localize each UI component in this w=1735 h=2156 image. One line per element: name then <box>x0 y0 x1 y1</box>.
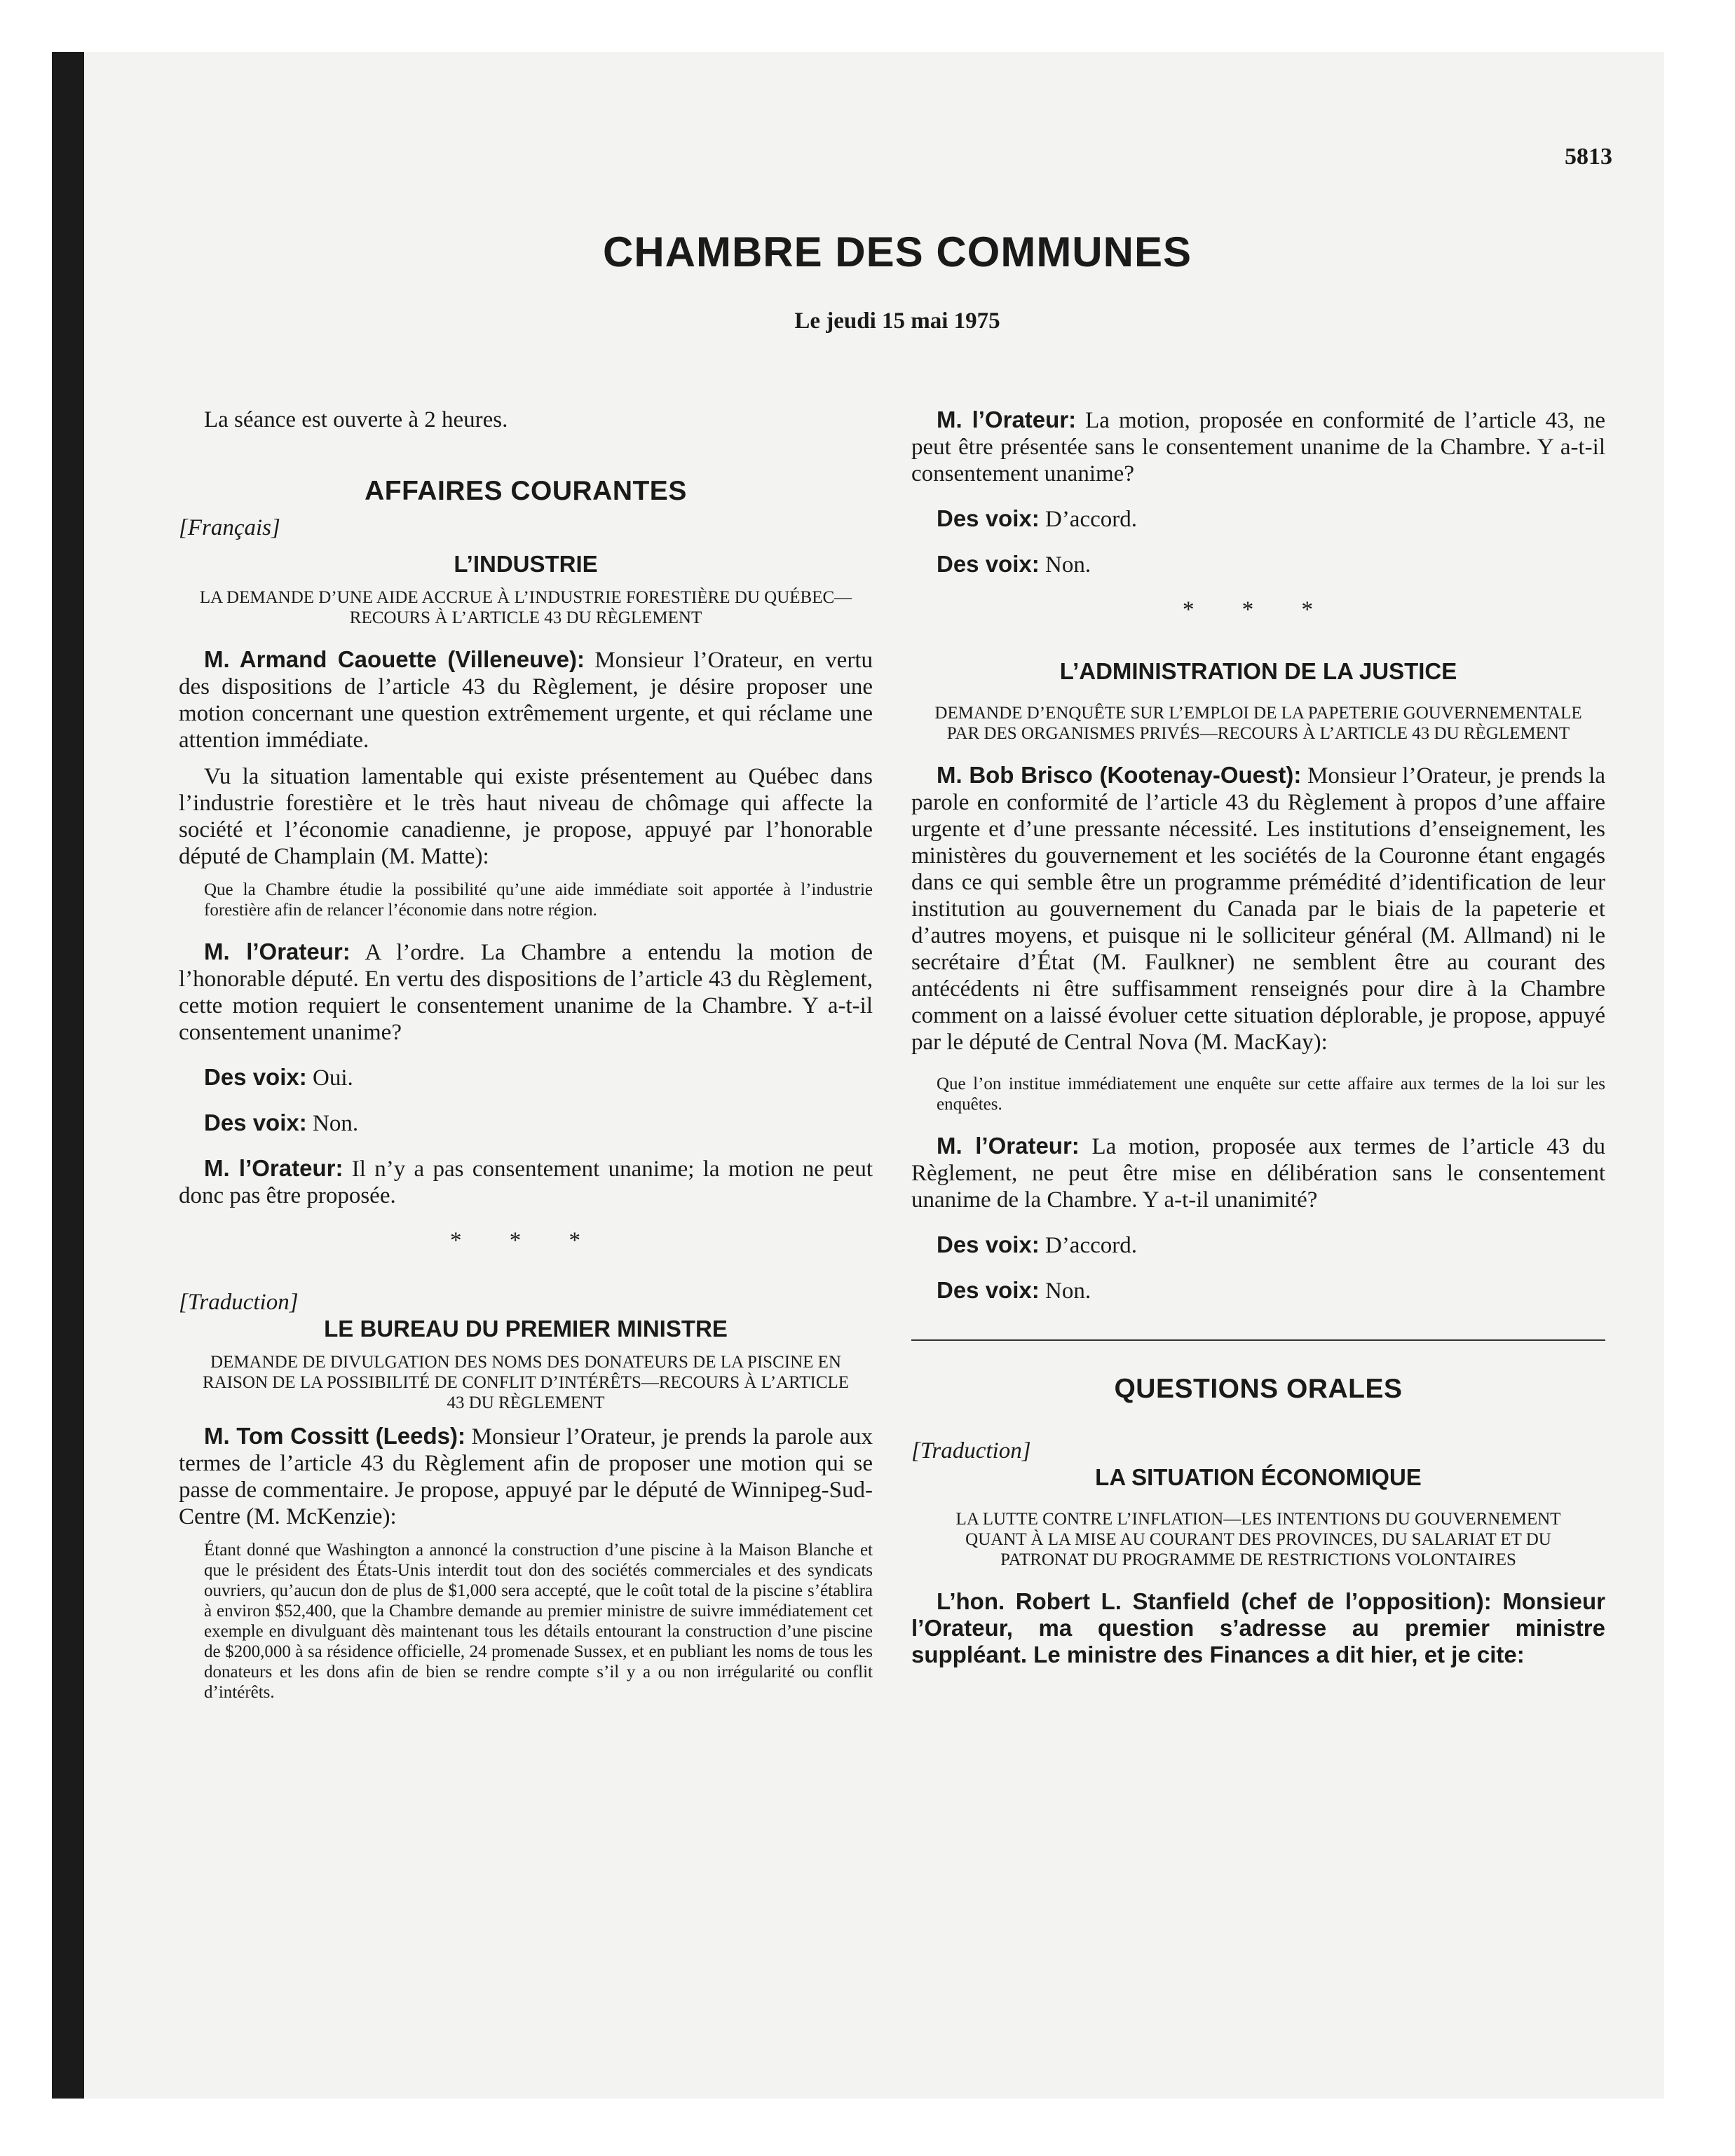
speaker-name: M. l’Orateur: <box>204 1155 343 1181</box>
speaker-name: M. Armand Caouette (Villeneuve): <box>204 646 585 672</box>
subtopic-heading: LA LUTTE CONTRE L’INFLATION—LES INTENTIONS DU GOUVERNEMENT QUANT À LA MISE AU COURANT DES PROVINCES, DU SALARIAT ET DU PATRONAT DU PROGRAMME DE RESTRICTIONS VOLONTAIRES <box>955 1510 1561 1569</box>
language-marker: [Français] <box>179 515 280 540</box>
topic-heading-industrie: L’INDUSTRIE <box>454 551 598 577</box>
session-date: Le jeudi 15 mai 1975 <box>794 308 1000 334</box>
speech-paragraph: L’hon. Robert L. Stanfield (chef de l’opposition): Monsieur l’Orateur, ma question s’adresse au premier ministre suppléant. Le ministre des Finances a dit hier, et je cite: <box>911 1588 1605 1667</box>
speaker-name: M. Bob Brisco (Kootenay-Ouest): <box>937 762 1302 788</box>
subtopic-heading: DEMANDE DE DIVULGATION DES NOMS DES DONATEURS DE LA PISCINE EN RAISON DE LA POSSIBILITÉ DE CONFLIT D’INTÉRÊTS—RECOURS À L’ARTICLE 43 DU RÈGLEMENT <box>202 1353 850 1412</box>
speech-paragraph: M. l’Orateur: Il n’y a pas consentement unanime; la motion ne peut donc pas être proposée. <box>179 1155 873 1208</box>
voices-response: Des voix: Oui. <box>204 1064 353 1091</box>
voices-response: Des voix: Non. <box>937 551 1091 578</box>
speech-paragraph: M. l’Orateur: A l’ordre. La Chambre a entendu la motion de l’honorable député. En vertu des dispositions de l’article 43 du Règlement, cette motion requiert le consentement unanime de la Chambre. Y a-t-il consentement unanime? <box>179 939 873 1045</box>
motion-text: Étant donné que Washington a annoncé la construction d’une piscine à la Maison Blanche et que le président des États-Unis interdit tout don des sociétés commerciales et des syndicats ouvriers, qu’aucun don de plus de $1,000 sera accepté, que le coût total de la piscine s’établira à environ $52,400, que la Chambre demande au premier ministre de suivre immédiatement cet exemple en divulguant dès maintenant tous les détails entourant la construction d’une piscine de $200,000 à sa résidence officielle, 24 promenade Sussex, et en publiant les noms de tous les donateurs et les dons afin de bien se rendre compte s’il y a ou non irrégularité ou conflit d’intérêts. <box>204 1541 873 1702</box>
speaker-name: M. l’Orateur: <box>937 1133 1080 1159</box>
speech-paragraph: Vu la situation lamentable qui existe présentement au Québec dans l’industrie forestière et le très haut niveau de chômage qui affecte la société et l’économie canadienne, je propose, appuyé par l’honorable député de Champlain (M. Matte): <box>179 764 873 869</box>
subtopic-heading: LA DEMANDE D’UNE AIDE ACCRUE À L’INDUSTRIE FORESTIÈRE DU QUÉBEC—RECOURS À L’ARTICLE 43 DU RÈGLEMENT <box>199 588 852 627</box>
topic-heading-situation-economique: LA SITUATION ÉCONOMIQUE <box>1095 1464 1422 1490</box>
motion-text: Que la Chambre étudie la possibilité qu’une aide immédiate soit apportée à l’industrie forestière afin de relancer l’économie dans notre région. <box>204 880 873 920</box>
section-heading-affaires-courantes: AFFAIRES COURANTES <box>365 476 687 506</box>
book-spine-edge <box>52 52 84 2099</box>
section-heading-questions-orales: QUESTIONS ORALES <box>1114 1374 1403 1404</box>
motion-text: Que l’on institue immédiatement une enquête sur cette affaire aux termes de la loi sur les enquêtes. <box>937 1074 1605 1114</box>
speaker-name: M. Tom Cossitt (Leeds): <box>204 1423 465 1449</box>
topic-heading-administration-justice: L’ADMINISTRATION DE LA JUSTICE <box>1059 658 1457 684</box>
voices-response: Des voix: D’accord. <box>937 505 1137 532</box>
speaker-name: M. l’Orateur: <box>937 407 1077 432</box>
left-column <box>179 407 873 1703</box>
section-separator: * * * <box>450 1228 601 1253</box>
opening-line: La séance est ouverte à 2 heures. <box>204 407 508 432</box>
voices-response: Des voix: D’accord. <box>937 1231 1137 1258</box>
voices-response: Des voix: Non. <box>937 1277 1091 1304</box>
voices-response: Des voix: Non. <box>204 1110 359 1136</box>
section-separator: * * * <box>1183 597 1334 622</box>
speech-paragraph: M. l’Orateur: La motion, proposée aux termes de l’article 43 du Règlement, ne peut être mise en délibération sans le consentement unanime de la Chambre. Y a-t-il unanimité? <box>911 1133 1605 1213</box>
language-marker: [Traduction] <box>911 1438 1031 1464</box>
speech-paragraph: M. Tom Cossitt (Leeds): Monsieur l’Orateur, je prends la parole aux termes de l’article 43 du Règlement afin de proposer une motion qui se passe de commentaire. Je propose, appuyé par le député de Winnipeg-Sud-Centre (M. McKenzie): <box>179 1423 873 1529</box>
right-column <box>911 407 1605 1668</box>
speech-paragraph: M. l’Orateur: La motion, proposée en conformité de l’article 43, ne peut être présentée sans le consentement unanime de la Chambre. Y a-t-il consentement unanime? <box>911 407 1605 486</box>
topic-heading-bureau-premier-ministre: LE BUREAU DU PREMIER MINISTRE <box>324 1316 728 1342</box>
page-title: CHAMBRE DES COMMUNES <box>602 228 1192 275</box>
subtopic-heading: DEMANDE D’ENQUÊTE SUR L’EMPLOI DE LA PAPETERIE GOUVERNEMENTALE PAR DES ORGANISMES PRIVÉS—RECOURS À L’ARTICLE 43 DU RÈGLEMENT <box>934 704 1582 743</box>
language-marker: [Traduction] <box>179 1290 299 1315</box>
speaker-name: M. l’Orateur: <box>204 939 351 964</box>
page-number: 5813 <box>1565 144 1612 170</box>
speech-paragraph: M. Bob Brisco (Kootenay-Ouest): Monsieur l’Orateur, je prends la parole en conformité de l’article 43 du Règlement à propos d’une affaire urgente et d’une pressante nécessité. Les institutions d’enseignement, les ministères du gouvernement et les sociétés de la Couronne étant engagés dans ce qui semble être un programme prémédité d’identification de leur institution au gouvernement du Canada par le biais de la papeterie et d’autres moyens, et puisque ni le solliciteur général (M. Allmand) ni le secrétaire d’État (M. Faulkner) ne semblent être au courant des antécédents ni être suffisamment renseignés pour dire à la Chambre comment on a laissé évoluer cette situation déplorable, je propose, appuyé par le député de Central Nova (M. MacKay): <box>911 762 1605 1055</box>
speech-paragraph: M. Armand Caouette (Villeneuve): Monsieur l’Orateur, en vertu des dispositions de l’article 43 du Règlement, je désire proposer une motion concernant une question extrêmement urgente, et qui réclame une attention immédiate. <box>179 646 873 753</box>
